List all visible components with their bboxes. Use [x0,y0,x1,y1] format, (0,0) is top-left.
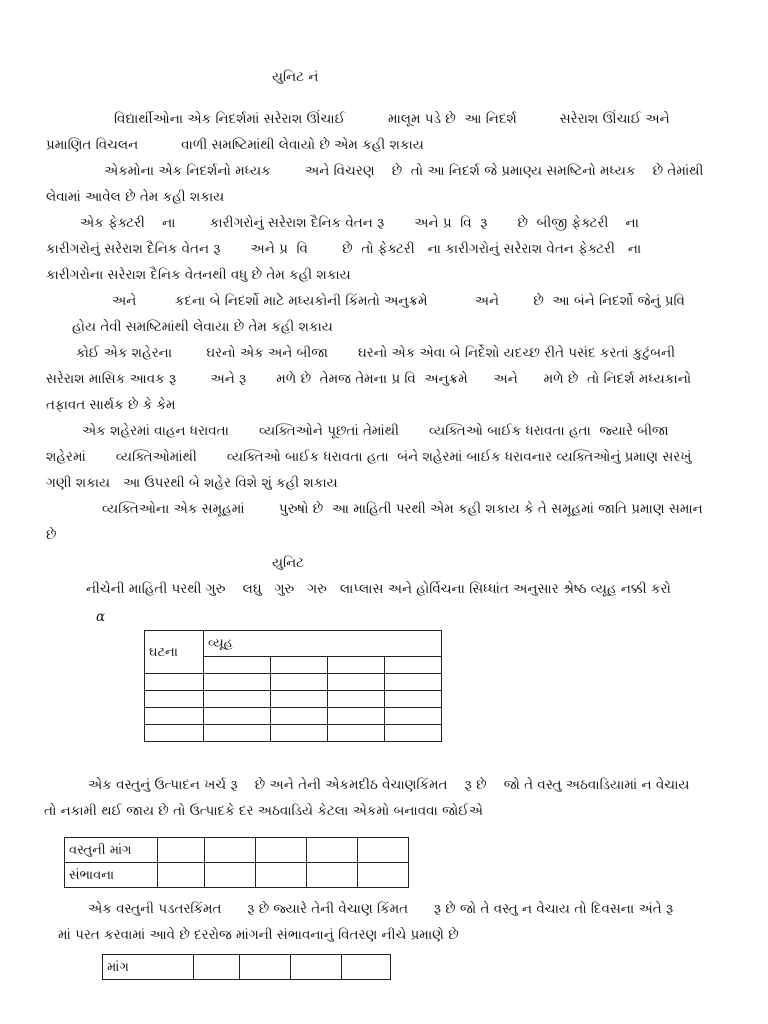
text-line: હોય તેવી સમષ્ટિમાંથી લેવાયા છે તેમ કહી શકાય [72,319,333,335]
text-line: એકમોના એક નિદર્શનો મધ્યક અને વિચરણ છે તો આ નિદર્શ જે પ્રમાણ્ય સમષ્ટિનો મધ્યક છે તેમાંથી [104,163,704,179]
table-cell [204,657,271,674]
text-line: છે [46,527,57,543]
table-row [103,955,391,980]
table-row [145,725,442,742]
product-paragraph-line: એક વસ્તુનું ઉત્પાદન ખર્ચ રૂ છે અને તેની એકમદીઠ વેચાણકિંમત રૂ છે જો તે વસ્તુ અઠવાડિયામાં ન વેચાય [88,777,690,793]
demand-probability-table [64,837,409,888]
instruction-line: નીચેની માહિતી પરથી ગુરુ લઘુ ગુરુ ગરુ લાપ્લાસ અને હોર્વિચના સિધ્ધાંત અનુસાર શ્રેષ્ઠ વ્યૂહ નક્કી કરો [86,581,671,597]
table-row [65,838,409,863]
text-line: પ્રમાણિત વિચલન વાળી સમષ્ટિમાંથી લેવાયો છે એમ કહી શકાય [46,137,424,153]
table-cell [328,657,385,674]
unit-heading: યુનિટ [272,555,305,571]
table-row [65,863,409,888]
demand-label: માંગ [103,955,194,980]
table-row [145,708,442,725]
payoff-table [144,630,442,742]
event-header: ઘટના [145,631,204,674]
text-line: કારીગરોનું સરેરાશ દૈનિક વેતન રૂ અને પ્ર વિ છે તો ફેક્ટરી ના કારીગરોનું સરેરાશ વેતન ફેક્ટરી ના [46,241,642,257]
probability-label: સંભાવના [65,863,158,888]
product-paragraph-line: તો નકામી થઈ જાય છે તો ઉત્પાદકે દર અઠવાડિયે કેટલા એકમો બનાવવા જોઈએ [44,803,483,819]
table-row [145,691,442,708]
daily-demand-table [102,954,391,980]
alpha-symbol: α [96,609,106,625]
text-line: કોઈ એક શહેરના ઘરનો એક અને બીજા ઘરનો એક એવા બે નિર્દેશો યદચ્છ રીતે પસંદ કરતાં કુટુંબની [76,345,676,361]
table-cell [385,657,442,674]
strategy-header: વ્યૂહ [204,631,442,657]
unit-number-heading: યુનિટ નં [272,69,319,85]
text-line: તફાવત સાર્થક છે કે કેમ [46,397,176,413]
text-line: એક ફેક્ટરી ના કારીગરોનું સરેરાશ દૈનિક વેતન રૂ અને પ્ર વિ રૂ છે બીજી ફેક્ટરી ના [80,215,639,231]
text-line: અને કદના બે નિદર્શો માટે મધ્યકોની કિંમતો અનુક્રમે અને છે આ બંને નિદર્શો જેનું પ્રવિ [112,293,685,309]
demand-label: વસ્તુની માંગ [65,838,158,863]
table-cell [271,657,328,674]
text-line: લેવામાં આવેલ છે તેમ કહી શકાય [46,189,225,205]
text-line: શહેરમાં વ્યક્તિઓમાંથી વ્યક્તિઓ બાઈક ધરાવતા હતા બંને શહેરમાં બાઈક ધરાવનાર વ્યક્તિઓનું પ્રમાણ સરખું [46,449,692,465]
text-line: વ્યક્તિઓના એક સમૂહમાં પુરુષો છે આ માહિતી પરથી એમ કહી શકાય કે તે સમૂહમાં જાતિ પ્રમાણ સમાન [102,501,703,517]
text-line: કારીગરોના સરેરાશ દૈનિક વેતનથી વધુ છે તેમ કહી શકાય [46,267,351,283]
text-line: ગણી શકાય આ ઉપરથી બે શહેર વિશે શું કહી શકાય [46,475,338,491]
text-line: એક શહેરમાં વાહન ધરાવતા વ્યક્તિઓને પૂછતાં તેમાંથી વ્યક્તિઓ બાઈક ધરાવતા હતા જ્યારે બીજા [82,423,669,439]
text-line: સરેરાશ માસિક આવક રૂ અને રૂ મળે છે તેમજ તેમના પ્ર વિ અનુક્રમે અને મળે છે તો નિદર્શ મધ્યકાનો [46,371,692,387]
text-line: વિદ્યાર્થીઓના એક નિદર્શમાં સરેરાશ ઊંચાઈ માલૂમ પડે છે આ નિદર્શ સરેરાશ ઊંચાઈ અને [114,111,670,127]
cost-paragraph-line: એક વસ્તુની પડતરકિંમત રૂ છે જ્યારે તેની વેચાણ કિંમત રૂ છે જો તે વસ્તુ ન વેચાય તો દિવસના અંતે રૂ [88,901,674,917]
cost-paragraph-line: માં પરત કરવામાં આવે છે દરરોજ માંગની સંભાવનાનું વિતરણ નીચે પ્રમાણે છે [58,927,459,943]
table-row [145,674,442,691]
